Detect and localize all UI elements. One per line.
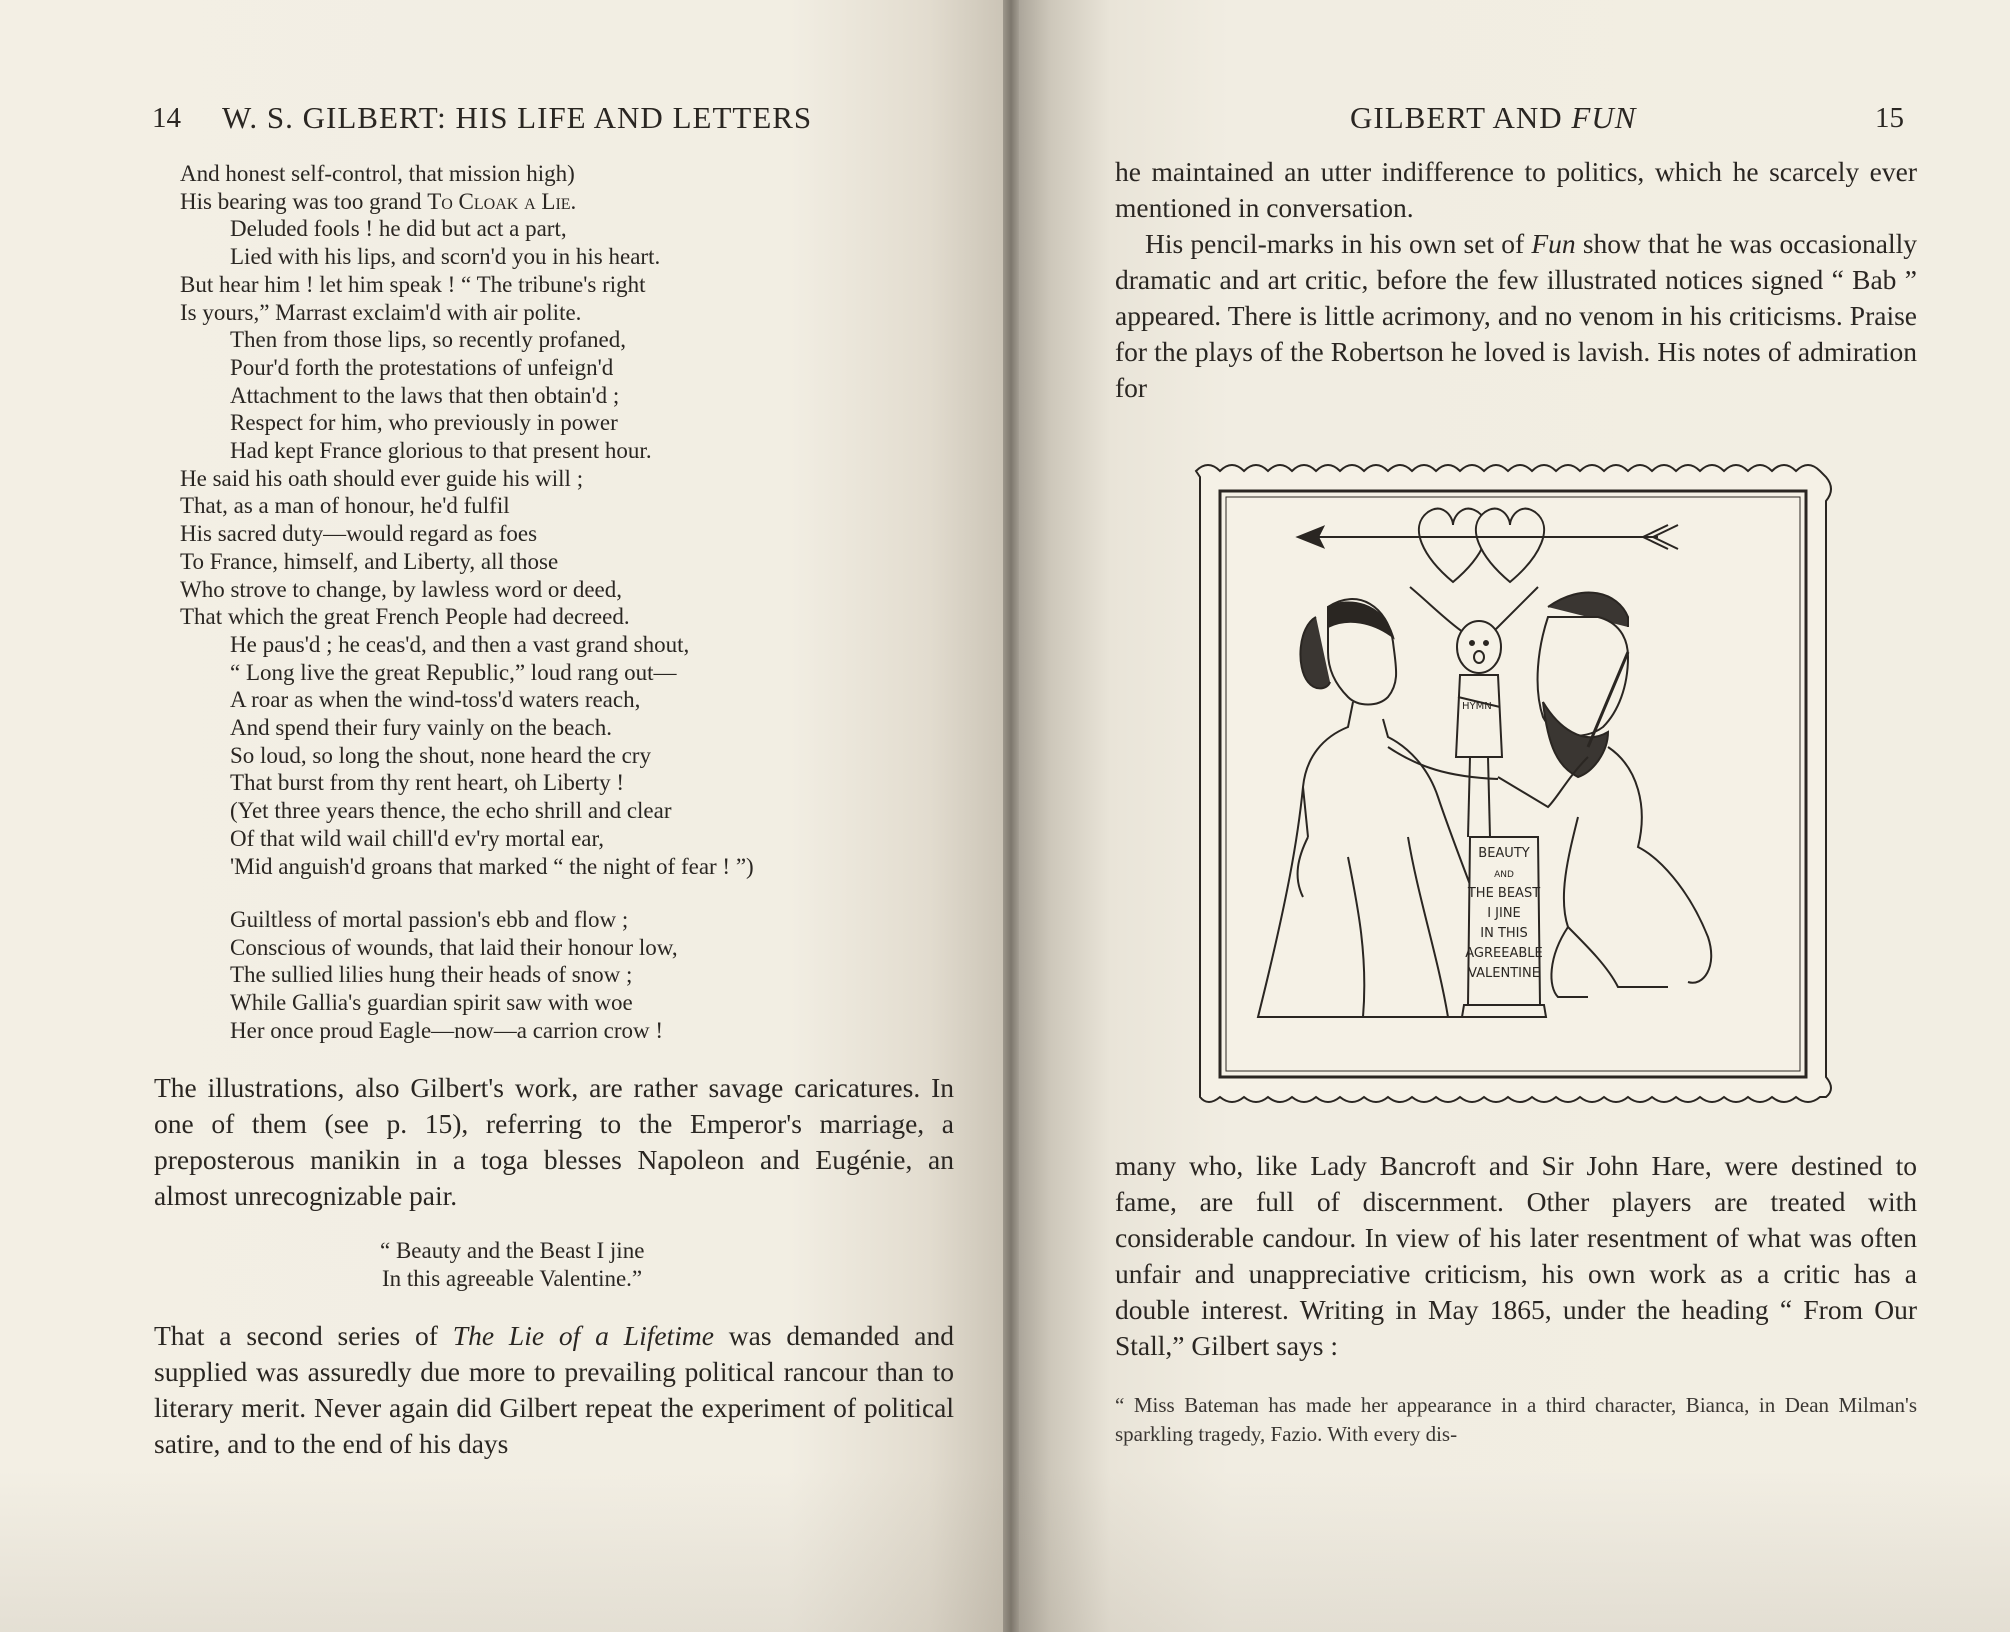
sign-line: THE BEAST [1467,886,1541,901]
running-head-left: W. S. GILBERT: HIS LIFE AND LETTERS [222,100,813,135]
paragraph-pencil-marks: His pencil-marks in his own set of Fun show that he was occasionally dramatic and art critic, before the few illustrated notices signed “ Bab ” appeared. There is little acrimony, and no venom in his criticisms. Praise for the plays of the Robertson he loved is lavish. His notes of admiration for [1115,228,1918,403]
verse-line: Attachment to the laws that then obtain'd ; [230,382,620,408]
verse-line: Respect for him, who previously in power [230,410,618,436]
fun-italic: Fun [1531,228,1576,259]
verse-line: But hear him ! let him speak ! “ The tribune's right [180,271,646,297]
verse-line: That, as a man of honour, he'd fulfil [180,493,510,519]
verse-line: Conscious of wounds, that laid their honour low, [230,934,678,960]
cloak-a-lie-smallcaps: To Cloak a Lie. [427,188,577,214]
running-head-right [1350,100,1636,136]
sign-line: AND [1494,870,1514,880]
page-number-left: 14 [152,102,181,134]
small-print-quote: “ Miss Bateman has made her appearance in a third character, Bianca, in Dean Milman's sparkling tragedy, Fazio. With every dis- [1115,1393,1917,1446]
paragraph-many-who: many who, like Lady Bancroft and Sir John Hare, were destined to fame, are full of discernment. Other players are treated with considerable candour. In view of his later resentment of what was often unfair and unappreciative criticism, his own work as a critic has a double interest. Writing in May 1865, under the heading “ From Our Stall,” Gilbert says : [1115,1150,1917,1361]
verse-line: And spend their fury vainly on the beach. [230,715,612,741]
verse-line: Then from those lips, so recently profaned, [230,327,626,353]
verse-block-1 [180,160,754,880]
verse-line: He said his oath should ever guide his will ; [180,465,584,491]
verse-line: Who strove to change, by lawless word or deed, [180,576,622,602]
sign-line: AGREEABLE [1465,946,1543,961]
verse-line: His bearing was too grand To Cloak a Lie. [180,188,577,214]
verse-line: So loud, so long the shout, none heard the cry [230,742,651,768]
quote-line-2: In this agreeable Valentine.” [382,1266,643,1291]
paragraph-politics: he maintained an utter indifference to politics, which he scarcely ever mentioned in conversation. [1115,156,1917,223]
verse-line: Had kept France glorious to that present hour. [230,438,652,464]
page-shadow [0,1470,2010,1632]
paragraph-illustrations: The illustrations, also Gilbert's work, are rather savage caricatures. In one of them (see p. 15), referring to the Emperor's marriage, a preposterous manikin in a toga blesses Napoleon and Eugénie, an almost unrecognizable pair. [154,1072,954,1211]
sign-line: IN THIS [1480,926,1528,941]
verse-line: Is yours,” Marrast exclaim'd with air polite. [180,299,582,325]
running-head-title: GILBERT AND [1350,100,1563,135]
verse-line: Of that wild wail chill'd ev'ry mortal ear, [230,825,604,851]
verse-line: Deluded fools ! he did but act a part, [230,216,567,242]
verse-line: He paus'd ; he ceas'd, and then a vast grand shout, [230,631,690,657]
verse-line: And honest self-control, that mission high) [180,161,575,186]
verse-line: 'Mid anguish'd groans that marked “ the night of fear ! ”) [230,853,754,879]
paragraph-second-series: That a second series of The Lie of a Lifetime was demanded and supplied was assuredly due more to prevailing political rancour than to literary merit. Never again did Gilbert repeat the experiment of political satire, and to the end of his days [154,1320,954,1459]
verse-line: Guiltless of mortal passion's ebb and flow ; [230,907,629,932]
sash-text: HYMN [1462,701,1492,712]
verse-line: That which the great French People had decreed. [180,604,630,630]
valentine-cartoon [1188,457,1838,1107]
verse-line: The sullied lilies hung their heads of snow ; [230,962,633,988]
verse-line: While Gallia's guardian spirit saw with woe [230,990,633,1016]
verse-line: “ Long live the great Republic,” loud rang out— [230,659,677,685]
quote-line-1: “ Beauty and the Beast I jine [380,1238,645,1263]
verse-line: To France, himself, and Liberty, all those [180,548,559,574]
running-head-italic: FUN [1571,100,1637,135]
sign-line: I JINE [1487,906,1521,921]
page-number-right: 15 [1875,102,1904,134]
verse-line: Her once proud Eagle—now—a carrion crow ! [230,1017,663,1043]
verse-line: Pour'd forth the protestations of unfeign'd [230,354,614,380]
verse-line: His sacred duty—would regard as foes [180,521,538,547]
sign-line: BEAUTY [1478,846,1530,861]
sign-line: VALENTINE [1468,966,1540,981]
verse-block-2 [180,906,678,1045]
book-title-italic: The Lie of a Lifetime [452,1320,714,1351]
verse-line: That burst from thy rent heart, oh Liberty ! [230,770,625,796]
verse-line: A roar as when the wind-toss'd waters reach, [230,687,641,713]
verse-line: (Yet three years thence, the echo shrill and clear [230,798,672,824]
verse-line: Lied with his lips, and scorn'd you in his heart. [230,244,661,270]
book-gutter [1003,0,1019,1632]
